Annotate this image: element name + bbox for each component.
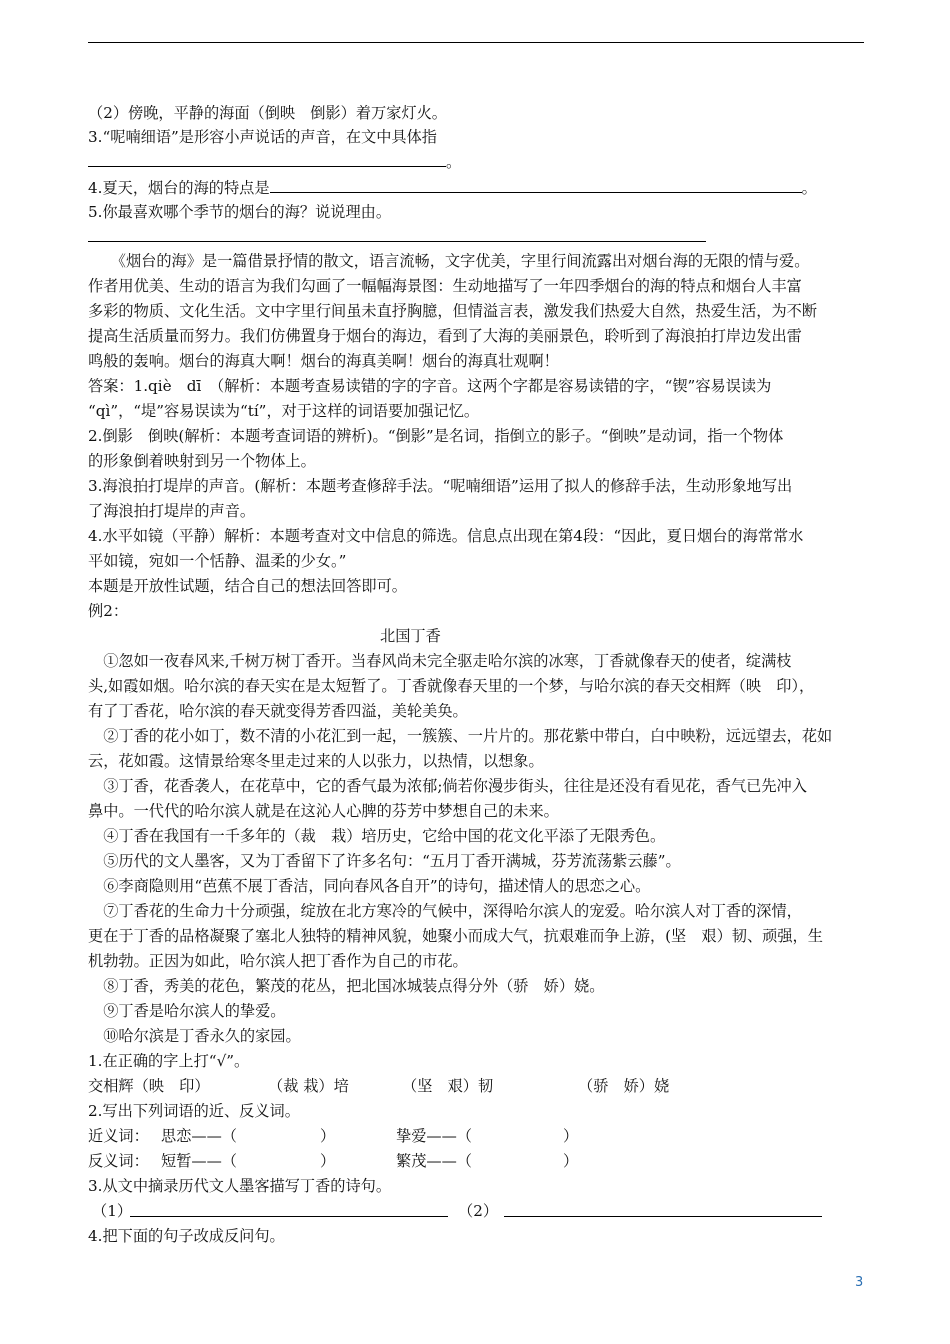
article-line: ⑦丁香花的生命力十分顽强，绽放在北方寒冷的气候中，深得哈尔滨人的宠爱。哈尔滨人对丁香的深情，	[88, 902, 802, 920]
article-line: ⑩哈尔滨是丁香永久的家园。	[88, 1027, 301, 1045]
answer-blank[interactable]	[270, 177, 802, 193]
word-prompt: 繁茂——（	[396, 1152, 472, 1170]
answer-line: “qì”，“堤”容易误读为“tí”，对于这样的词语要加强记忆。	[88, 402, 480, 420]
question-2-part-2: （2）傍晚，平静的海面（倒映 倒影）着万家灯火。	[88, 104, 447, 122]
answer-line: 的形象倒着映射到另一个物体上。	[88, 452, 316, 470]
summary-line: 《烟台的海》是一篇借景抒情的散文，语言流畅，文字优美，字里行间流露出对烟台海的无限的情与爱。	[88, 252, 810, 270]
article-line: ⑥李商隐则用“芭蕉不展丁香洁，同向春风各自开”的诗句，描述情人的思恋之心。	[88, 877, 651, 895]
answer-line: 本题是开放性试题，结合自己的想法回答即可。	[88, 577, 407, 595]
header-rule	[88, 42, 864, 43]
answer-line: 4.水平如镜（平静）解析：本题考查对文中信息的筛选。信息点出现在第4段：“因此，夏日烟台的海常常水	[88, 527, 804, 545]
exercise-1-title: 1.在正确的字上打“√”。	[88, 1052, 250, 1070]
article-line: 云，花如霞。这情景给寒冬里走过来的人以张力，以热情，以想象。	[88, 752, 544, 770]
article-title: 北国丁香	[380, 627, 441, 645]
article-line: 更在于丁香的品格凝聚了塞北人独特的精神风貌，她聚小而成大气，抗艰难而争上游，(坚 艰）韧、顽强，生	[88, 927, 823, 945]
article-line: ②丁香的花小如丁，数不清的小花汇到一起，一簇簇、一片片的。那花紫中带白，白中映粉，远远望去，花如	[88, 727, 833, 745]
article-line: ④丁香在我国有一千多年的（裁 栽）培历史，它给中国的花文化平添了无限秀色。	[88, 827, 666, 845]
row-label: 近义词：	[88, 1127, 149, 1145]
answer-blank[interactable]	[130, 1201, 448, 1222]
summary-line: 多彩的物质、文化生活。文中字里行间虽未直抒胸臆，但情溢言表，激发我们热爱大自然，热爱生活，为不断	[88, 302, 817, 320]
answer-blank[interactable]	[88, 226, 706, 242]
summary-line: 提高生活质量而努力。我们仿佛置身于烟台的海边，看到了大海的美丽景色，聆听到了海浪拍打岸边发出雷	[88, 327, 802, 345]
answer-line: 2.倒影 倒映(解析：本题考查词语的辨析)。“倒影”是名词，指倒立的影子。“倒映”是动词，指一个物体	[88, 427, 784, 445]
bracket-close: ）	[320, 1152, 336, 1170]
item-number: （2）	[458, 1202, 499, 1220]
page-number: 3	[855, 1275, 864, 1290]
article-line: ①忽如一夜春风来,千树万树丁香开。当春风尚未完全驱走哈尔滨的冰寒，丁香就像春天的使者，绽满枝	[88, 652, 792, 670]
answer-line: 3.海浪拍打堤岸的声音。(解析：本题考查修辞手法。“呢喃细语”运用了拟人的修辞手法，生动形象地写出	[88, 477, 793, 495]
choice-item[interactable]: （坚 艰）韧	[402, 1077, 494, 1095]
choice-item[interactable]: （骄 娇）娆	[578, 1077, 670, 1095]
row-label: 反义词：	[88, 1152, 149, 1170]
article-line: ⑨丁香是哈尔滨人的挚爱。	[88, 1002, 286, 1020]
word-prompt: 挚爱——（	[396, 1127, 472, 1145]
exercise-2-title: 2.写出下列词语的近、反义词。	[88, 1102, 300, 1120]
answer-line: 了海浪拍打堤岸的声音。	[88, 502, 256, 520]
article-line: 鼻中。一代代的哈尔滨人就是在这沁人心脾的芬芳中梦想自己的未来。	[88, 802, 559, 820]
exercise-4-title: 4.把下面的句子改成反问句。	[88, 1227, 285, 1245]
article-line: ⑤历代的文人墨客，又为丁香留下了许多名句：“五月丁香开满城，芬芳流荡紫云藤”。	[88, 852, 681, 870]
summary-line: 鸣般的轰响。烟台的海真大啊！烟台的海真美啊！烟台的海真壮观啊！	[88, 352, 559, 370]
bracket-close: ）	[320, 1127, 336, 1145]
answer-blank[interactable]	[504, 1201, 822, 1222]
example-label: 例2：	[88, 602, 129, 620]
article-line: 机勃勃。正因为如此，哈尔滨人把丁香作为自己的市花。	[88, 952, 468, 970]
bracket-close: ）	[563, 1152, 579, 1170]
item-number: （1）	[92, 1202, 133, 1220]
question-4: 4.夏天，烟台的海的特点是 。	[88, 179, 817, 197]
article-line: ⑧丁香，秀美的花色，繁茂的花丛，把北国冰城装点得分外（骄 娇）娆。	[88, 977, 605, 995]
answer-blank[interactable]	[88, 151, 446, 167]
word-prompt: 短暂——（	[161, 1152, 237, 1170]
answer-line: 答案：1.qiè dī （解析：本题考查易读错的字的字音。这两个字都是容易读错的字，“锲”容易误读为	[88, 377, 772, 395]
article-line: ③丁香，花香袭人，在花草中，它的香气最为浓郁;倘若你漫步街头，往往是还没有看见花，香气已先冲入	[88, 777, 807, 795]
word-prompt: 思恋——（	[161, 1127, 237, 1145]
question-3-answer-line: 。	[88, 151, 461, 172]
choice-item[interactable]: （裁 栽）培	[268, 1077, 349, 1095]
summary-line: 作者用优美、生动的语言为我们勾画了一幅幅海景图：生动地描写了一年四季烟台的海的特点和烟台人丰富	[88, 277, 802, 295]
article-line: 头,如霞如烟。哈尔滨的春天实在是太短暂了。丁香就像春天里的一个梦，与哈尔滨的春天交相辉（映 印），	[88, 677, 815, 695]
question-3: 3.“呢喃细语”是形容小声说话的声音，在文中具体指	[88, 128, 437, 146]
question-5: 5.你最喜欢哪个季节的烟台的海？说说理由。	[88, 203, 392, 221]
exercise-3-title: 3.从文中摘录历代文人墨客描写丁香的诗句。	[88, 1177, 392, 1195]
bracket-close: ）	[563, 1127, 579, 1145]
article-line: 有了丁香花，哈尔滨的春天就变得芳香四溢，美轮美奂。	[88, 702, 468, 720]
choice-item[interactable]: 交相辉（映 印）	[88, 1077, 210, 1095]
answer-line: 平如镜，宛如一个恬静、温柔的少女。”	[88, 552, 347, 570]
question-5-answer-line	[88, 226, 706, 247]
